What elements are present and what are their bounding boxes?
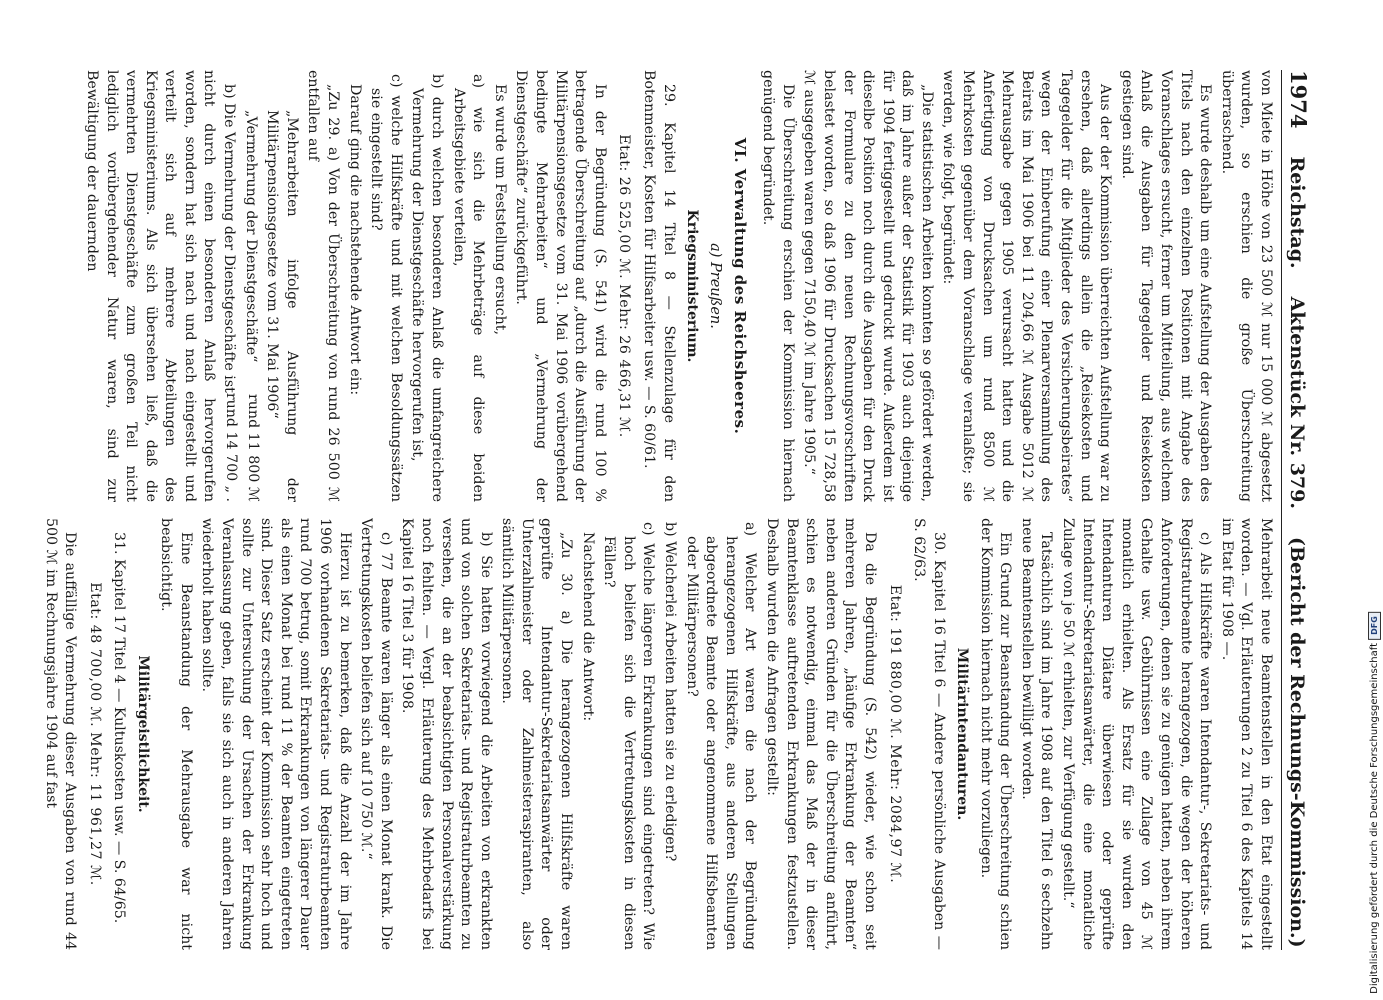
subsection-heading: Militärgeistlichkeit. — [134, 655, 151, 813]
paragraph: von Miete in Höhe von 23 500 ℳ nur 15 000 ℳ abgesetzt wurden, so erschien die große Überschreitung überraschend. — [1218, 70, 1274, 502]
etat-line: Etat: 191 880,00 ℳ. Mehr: 2084,97 ℳ. — [886, 584, 903, 884]
paragraph: Darauf ging die nachstehende Antwort ein: — [346, 84, 363, 396]
paragraph: Da die Begründung (S. 542) wieder, wie schon seit mehreren Jahren, „häufige Erkrankung der Beamten“ neben anderen Gründen für die Überschreitung anführt, schien es notwendig, einmal das Maß der in dieser Beamtenklasse auftretenden Erkrankungen festzustellen. Deshalb wurden die Anfragen gestellt: — [764, 518, 878, 950]
page-header — [1281, 70, 1321, 950]
list-item: a) Welcher Art waren die nach der Begründung herangezogenen Hilfskräfte, aus anderen Stellungen abgeordnete Beamte oder angenommene Hilfsbeamten oder Militärpersonen? — [683, 522, 759, 950]
paragraph: Eine Beanstandung der Mehrausgabe war nicht beabsichtigt. — [158, 518, 194, 950]
list-item: c) Welche längeren Erkrankungen sind eingetreten? Wie hoch beliefen sich die Vertretungskosten in diesen Fällen? — [601, 522, 657, 950]
text-columns — [15, 70, 1275, 950]
paragraph: b) Sie hatten vorwiegend die Arbeiten von erkrankten und von solchen Sekretariats- und Registraturbeamten zu versehen, die an der beabsichtigten Personalverstärkung noch fehlten. — Vergl. Erläuterung des Mehrbedarfs bei Kapitel 16 Titel 3 für 1908. — [399, 518, 494, 950]
paragraph: Mehrarbeit neue Beamtenstellen in den Etat eingestellt worden. — Vgl. Erläuterungen 2 zu Titel 6 des Kapitels 14 im Etat für 1908 —. — [1218, 518, 1274, 950]
paragraph: „Zu 29. a) Von der Überschreitung von rund 26 500 ℳ entfallen auf — [305, 70, 342, 502]
paragraph: Tatsächlich sind im Jahre 1908 auf den Titel 6 sechzehn neue Beamtenstellen bewilligt worden. — [1018, 518, 1055, 950]
paragraph: Die Überschreitung erschien der Kommission hiernach genügend begründet. — [760, 70, 796, 502]
header-right: (Bericht der Rechnungs-Kommission.) — [1286, 536, 1308, 948]
header-center: Aktenstück Nr. 379. — [1286, 296, 1308, 509]
paragraph: c) 77 Beamte waren länger als einen Monat krank. Die Vertretungskosten beliefen sich auf 10 750 ℳ.“ — [358, 518, 394, 950]
quote-amount: rund 14 700 „ . — [223, 392, 240, 502]
item-heading: 31. Kapitel 17 Titel 4 — Kultuskosten usw. — S. 64/65. — [111, 532, 128, 924]
list-item: a) wie sich die Mehrbeträge auf diese beiden Arbeitsgebiete verteilen, — [450, 74, 487, 502]
paragraph: b) Die Vermehrung der Dienstgeschäfte ist nicht durch einen besonderen Anlaß hervorgerufen worden, sondern hat sich nach und nach eingestellt und verteilt sich auf mehrere Abteilungen des Kriegsministeriums. Als sich übersehen ließ, daß die vermehrten Dienstgeschäfte zum großen Teil nicht lediglich vorübergehender Natur waren, sind zur Bewältigung der dauernden — [83, 70, 238, 502]
paragraph: Es wurde deshalb um eine Aufstellung der Ausgaben des Titels nach den einzelnen Positionen mit Angabe des Voranschlages ersucht, ferner um Mitteilung, aus welchem Anlaß die Ausgaben für Tagegelder und Reisekosten gestiegen sind. — [1118, 70, 1214, 502]
page-number: 1974 — [1286, 70, 1311, 129]
list-item: b) Welcherlei Arbeiten hatten sie zu erledigen? — [662, 522, 679, 862]
etat-line: Etat: 48 700,00 ℳ. Mehr: 11 961,27 ℳ. — [86, 582, 103, 886]
list-item: c) welche Hilfskräfte und mit welchen Besoldungssätzen sie eingestellt sind? — [368, 74, 404, 502]
etat-line: Etat: 26 525,00 ℳ. Mehr: 26 466,31 ℳ. — [616, 134, 633, 438]
paragraph: In der Begründung (S. 541) wird die rund 100 % betragende Überschreitung auf „durch die Ausführung der Militärpensionsgesetze vom 31. Mai 1906 vorübergehend bedingte Mehrarbeiten“ und „Vermehrung der Dienstgeschäfte“ zurückgeführt. — [513, 70, 608, 502]
quote-amount: rund 11 800 ℳ — [244, 394, 261, 502]
subsection-heading: Militärintendanturen. — [954, 647, 971, 821]
paragraph: c) Als Hilfskräfte waren Intendantur-, Sekretariats- und Registraturbeamte herangezogen, die wegen der höheren Anforderungen, denen sie zu genügen hatten, neben ihrem Gehalte usw. Gebührnissen eine Zulage von 45 ℳ monatlich erhielten. Als Ersatz für sie wurden den Intendanturen Diätare überwiesen oder geprüfte Intendantur-Sekretariatsanwärter, die eine monatliche Zulage von je 50 ℳ erhielten, zur Verfügung gestellt.“ — [1060, 518, 1214, 950]
paragraph: „Die statistischen Arbeiten konnten so gefördert werden, daß im Jahre außer der Statistik für 1903 auch diejenige für 1904 fertiggestellt und gedruckt wurde. Außerdem ist dieselbe Position noch durch die Ausgaben für den Druck der Formulare zu den neuen Rechnungsvorschriften belastet worden, so daß 1906 für Drucksachen 15 728,58 ℳ ausgegeben waren gegen 7150,40 ℳ im Jahre 1905.“ — [801, 70, 935, 502]
header-left: Reichstag. — [1286, 156, 1308, 269]
paragraph: Nachstehend die Antwort: — [579, 532, 596, 722]
paragraph: Hierzu ist zu bemerken, daß die Anzahl der im Jahre 1906 vorhandenen Sekretariats- und Registraturbeamten rund 700 betrug, somit Erkrankungen von längerer Dauer als einen Monat bei rund 11 % der Beamten eingetreten sind. Dieser Satz erscheint der Kommission sehr hoch und sollte zur Untersuchung der Ursachen der Erkrankung Veranlassung geben, falls sie sich auch in anderen Jahren wiederholt haben sollte. — [199, 518, 353, 950]
quote-text: „Mehrarbeiten infolge Ausführung der Militärpensionsgesetze vom 31. Mai 1906“ — [264, 110, 300, 502]
right-column — [15, 518, 1275, 950]
dfg-logo-icon: DFG — [1368, 612, 1381, 640]
paragraph: Die auffällige Vermehrung dieser Ausgaben von rund 44 500 ℳ im Rechnungsjahre 1904 auf fast — [42, 518, 79, 950]
left-column — [15, 70, 1275, 502]
subsection-heading: Kriegsministerium. — [683, 209, 700, 363]
item-heading: 30. Kapitel 16 Titel 6 — Andere persönliche Ausgaben — S. 62/63. — [911, 518, 947, 950]
quote-text: „Vermehrung der Dienstgeschäfte“ — [242, 110, 259, 363]
list-item: b) durch welchen besonderen Anlaß die umfangreichere Vermehrung der Dienstgeschäfte hervorgerufen ist, — [409, 74, 446, 502]
paragraph: Aus der der Kommission überreichten Aufstellung war zu ersehen, daß allerdings allein die „Reisekosten und Tagegelder für die Mitglieder des Versicherungsbeirates“ wegen der Einberufung einer Plenarversammlung des Beirats im Mai 1906 bei 11 204,66 ℳ Ausgabe 5012 ℳ Mehrausgabe gegen 1905 verursacht hatten und die Anfertigung von Drucksachen um rund 8500 ℳ Mehrkosten gegenüber dem Voranschlage veranlaßte; sie werden, wie folgt, begründet: — [940, 70, 1114, 502]
section-title: VI. Verwaltung des Reichsheeres. — [730, 137, 749, 435]
digitization-credit — [1368, 612, 1381, 994]
credit-text: Digitalisierung gefördert durch die Deutsche Forschungsgemeinschaft — [1369, 643, 1380, 994]
subsection-title: a) Preußen. — [706, 243, 723, 329]
paragraph: Es wurde um Feststellung ersucht, — [491, 84, 508, 335]
paragraph: Ein Grund zur Beanstandung der Überschreitung schien der Kommission hiernach nicht mehr vorzuliegen. — [977, 518, 1014, 950]
item-heading: 29. Kapitel 14 Titel 8 — Stellenzulage für den Botenmeister, Kosten für Hilfsarbeiter usw. — S. 60/61. — [640, 70, 677, 502]
paragraph: „Zu 30. a) Die herangezogenen Hilfskräfte waren geprüfte Intendantur-Sekretariatsanwärter oder Unterzahlmeister oder Zahlmeisteraspiranten, also sämtlich Militärpersonen. — [499, 518, 575, 950]
